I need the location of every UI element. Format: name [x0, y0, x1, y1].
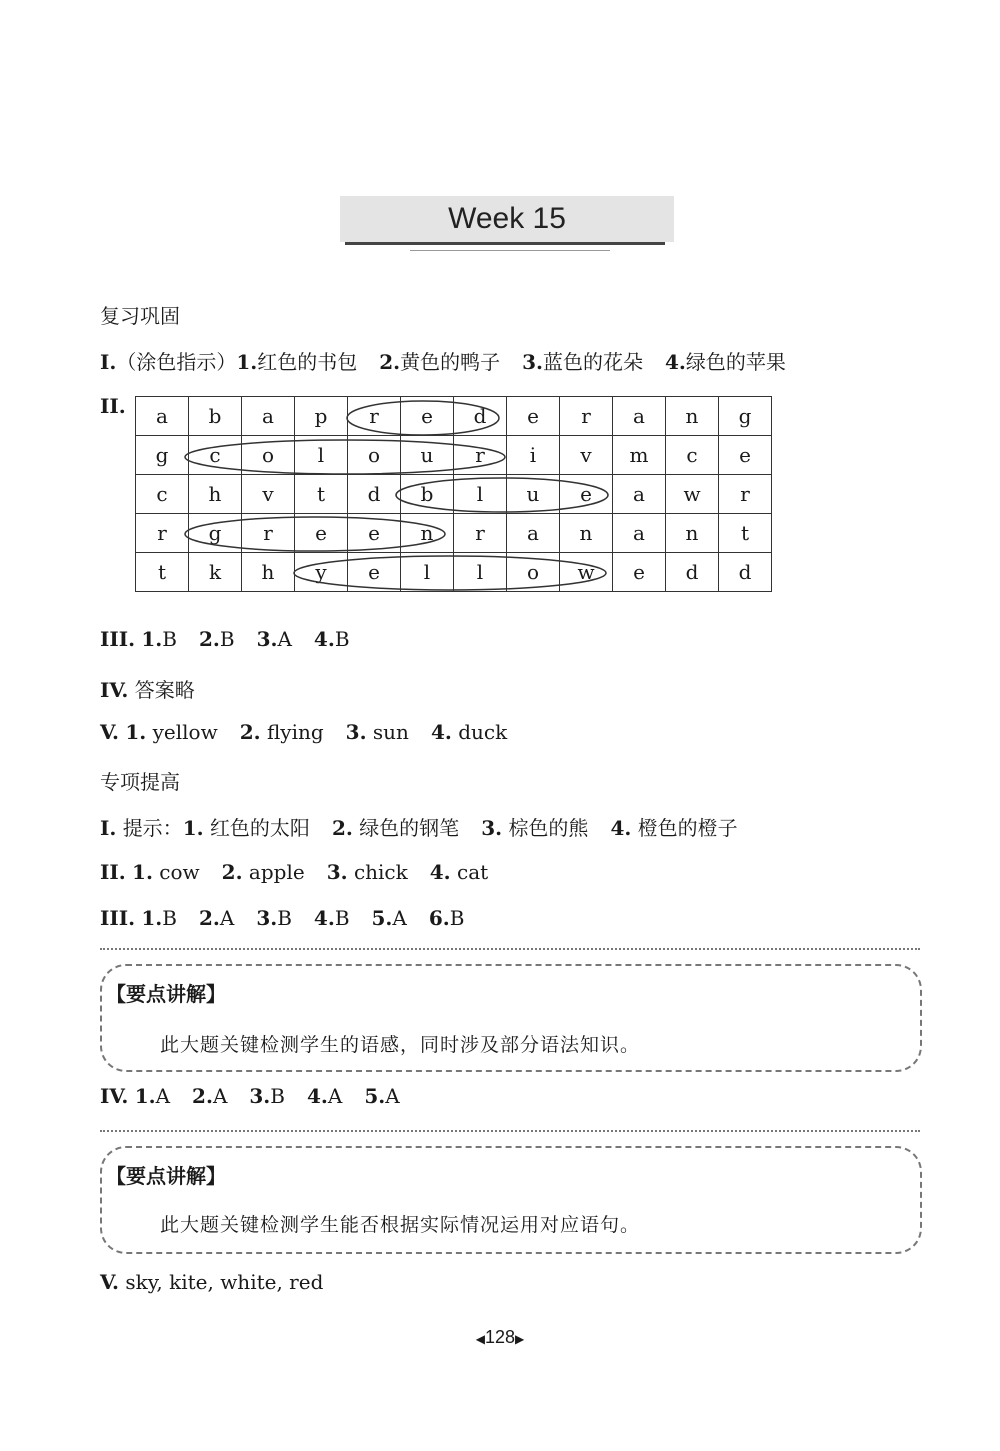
- grid-cell: o: [242, 436, 295, 475]
- answer: A: [212, 1084, 228, 1108]
- grid-cell: a: [613, 514, 666, 553]
- grid-cell: b: [189, 397, 242, 436]
- grid-cell: a: [242, 397, 295, 436]
- review-II-label: [100, 394, 126, 418]
- item-num: 1.: [134, 1084, 156, 1108]
- label: V.: [100, 720, 119, 744]
- grid-cell: w: [666, 475, 719, 514]
- grid-cell: n: [401, 514, 454, 553]
- label: III.: [100, 627, 136, 651]
- left-arrow-icon: ◀: [475, 1332, 485, 1346]
- grid-cell: g: [719, 397, 772, 436]
- label: III.: [100, 906, 136, 930]
- item-num: 2.: [331, 816, 353, 840]
- answer: B: [277, 906, 292, 930]
- grid-cell: r: [454, 514, 507, 553]
- grid-cell: u: [401, 436, 454, 475]
- item-num: 1.: [125, 720, 147, 744]
- review-III: [100, 627, 350, 651]
- grid-cell: d: [719, 553, 772, 592]
- grid-cell: a: [613, 475, 666, 514]
- grid-cell: r: [242, 514, 295, 553]
- answer: A: [219, 906, 235, 930]
- label: I.: [100, 816, 117, 840]
- grid-cell: g: [136, 436, 189, 475]
- item-num: 2.: [198, 627, 220, 651]
- answer: duck: [458, 720, 508, 744]
- divider: [100, 1130, 920, 1132]
- grid-cell: r: [136, 514, 189, 553]
- item-num: 3.: [481, 816, 503, 840]
- section-heading-review: 复习巩固: [100, 304, 180, 328]
- item-num: 1.: [236, 350, 258, 374]
- grid-cell: h: [189, 475, 242, 514]
- grid-cell: y: [295, 553, 348, 592]
- item-num: 3.: [345, 720, 367, 744]
- right-arrow-icon: ▶: [515, 1332, 525, 1346]
- item-text: 绿色的钢笔: [359, 816, 460, 840]
- item-num: 3.: [522, 350, 543, 374]
- answer: yellow: [152, 720, 218, 744]
- grid-cell: e: [507, 397, 560, 436]
- improve-I: [100, 812, 738, 841]
- hint: 提示：: [122, 816, 183, 840]
- answer: B: [270, 1084, 285, 1108]
- grid-cell: r: [560, 397, 613, 436]
- item-num: 5.: [364, 1084, 386, 1108]
- grid-cell: o: [348, 436, 401, 475]
- grid-cell: u: [507, 475, 560, 514]
- grid-cell: b: [401, 475, 454, 514]
- grid-cell: e: [613, 553, 666, 592]
- item-num: 2.: [221, 860, 243, 884]
- answer: flying: [266, 720, 324, 744]
- item-num: 1.: [141, 906, 163, 930]
- review-I: [100, 346, 786, 375]
- grid-cell: e: [348, 514, 401, 553]
- answer: 答案略: [134, 678, 195, 702]
- note-title-2: 【要点讲解】: [106, 1164, 226, 1188]
- page-number: [0, 1327, 1000, 1348]
- item-text: 棕色的熊: [508, 816, 589, 840]
- grid-cell: c: [189, 436, 242, 475]
- item-num: 4.: [313, 906, 335, 930]
- grid-cell: n: [666, 397, 719, 436]
- grid-cell: w: [560, 553, 613, 592]
- item-num: 2.: [239, 720, 261, 744]
- word-search-grid: [135, 396, 772, 592]
- item-text: 黄色的鸭子: [400, 350, 501, 374]
- answer: B: [449, 906, 465, 930]
- answer: A: [155, 1084, 171, 1108]
- answer: A: [327, 1084, 343, 1108]
- review-V: [100, 720, 507, 744]
- label: II.: [100, 394, 126, 418]
- grid-row: [136, 553, 772, 592]
- title-underline-thin: [410, 250, 610, 251]
- grid-cell: l: [454, 553, 507, 592]
- note-title-1: 【要点讲解】: [106, 982, 226, 1006]
- answer: B: [162, 906, 177, 930]
- grid-cell: l: [401, 553, 454, 592]
- title-underline: [345, 242, 665, 245]
- grid-cell: c: [666, 436, 719, 475]
- answer: B: [162, 627, 177, 651]
- label: V.: [100, 1270, 119, 1294]
- item-num: 3.: [256, 906, 278, 930]
- item-num: 1.: [182, 816, 204, 840]
- improve-V: [100, 1270, 323, 1294]
- item-num: 2.: [198, 906, 220, 930]
- item-num: 1.: [132, 860, 153, 884]
- item-num: 2.: [192, 1084, 213, 1108]
- item-text: 红色的书包: [257, 350, 358, 374]
- grid-row: [136, 436, 772, 475]
- answer: cat: [457, 860, 489, 884]
- grid-cell: l: [454, 475, 507, 514]
- answer: A: [385, 1084, 400, 1108]
- item-num: 6.: [428, 906, 450, 930]
- answer: cow: [159, 860, 200, 884]
- item-text: 蓝色的花朵: [543, 350, 643, 374]
- grid-cell: e: [401, 397, 454, 436]
- label: IV.: [100, 678, 129, 702]
- grid-cell: d: [666, 553, 719, 592]
- grid-cell: e: [560, 475, 613, 514]
- grid-row: [136, 475, 772, 514]
- grid-cell: g: [189, 514, 242, 553]
- grid-row: [136, 397, 772, 436]
- label: I.: [100, 350, 117, 374]
- item-num: 4.: [306, 1084, 328, 1108]
- grid-cell: t: [295, 475, 348, 514]
- grid-cell: p: [295, 397, 348, 436]
- grid-cell: t: [719, 514, 772, 553]
- grid-cell: e: [295, 514, 348, 553]
- item-text: 红色的太阳: [209, 816, 310, 840]
- item-num: 3.: [326, 860, 348, 884]
- answer: apple: [248, 860, 305, 884]
- label: II.: [100, 860, 126, 884]
- answer: B: [334, 906, 350, 930]
- item-num: 2.: [379, 350, 401, 374]
- paren-text: （涂色指示）: [116, 350, 237, 374]
- grid-cell: n: [560, 514, 613, 553]
- answer: sky, kite, white, red: [125, 1270, 324, 1294]
- item-text: 橙色的橙子: [637, 816, 738, 840]
- grid-cell: a: [507, 514, 560, 553]
- grid-cell: e: [719, 436, 772, 475]
- label: IV.: [100, 1084, 129, 1108]
- grid-cell: t: [136, 553, 189, 592]
- note-body-1: 此大题关键检测学生的语感，同时涉及部分语法知识。: [160, 1034, 641, 1056]
- item-num: 4.: [429, 860, 451, 884]
- grid-row: [136, 514, 772, 553]
- item-num: 1.: [141, 627, 163, 651]
- item-num: 5.: [371, 906, 393, 930]
- answer: chick: [353, 860, 408, 884]
- review-IV: [100, 674, 195, 703]
- grid-cell: v: [560, 436, 613, 475]
- improve-II: [100, 860, 488, 884]
- grid-cell: k: [189, 553, 242, 592]
- grid-cell: r: [454, 436, 507, 475]
- answer: A: [392, 906, 407, 930]
- grid-cell: r: [719, 475, 772, 514]
- page-title: Week 15: [340, 196, 674, 242]
- answer: A: [277, 627, 292, 651]
- item-num: 4.: [665, 350, 686, 374]
- grid-cell: r: [348, 397, 401, 436]
- improve-III: [100, 906, 464, 930]
- grid-cell: v: [242, 475, 295, 514]
- grid-cell: a: [136, 397, 189, 436]
- grid-cell: n: [666, 514, 719, 553]
- grid-cell: e: [348, 553, 401, 592]
- section-heading-improve: 专项提高: [100, 770, 180, 794]
- item-num: 4.: [430, 720, 452, 744]
- improve-IV: [100, 1084, 400, 1108]
- divider: [100, 948, 920, 950]
- grid-cell: d: [454, 397, 507, 436]
- page-number-text: 128: [484, 1327, 516, 1347]
- item-num: 4.: [610, 816, 632, 840]
- grid-cell: l: [295, 436, 348, 475]
- grid-cell: i: [507, 436, 560, 475]
- item-text: 绿色的苹果: [685, 350, 786, 374]
- grid-cell: c: [136, 475, 189, 514]
- item-num: 3.: [249, 1084, 271, 1108]
- grid-cell: h: [242, 553, 295, 592]
- answer: sun: [372, 720, 409, 744]
- item-num: 3.: [256, 627, 278, 651]
- grid-cell: o: [507, 553, 560, 592]
- answer: B: [334, 627, 350, 651]
- grid-cell: a: [613, 397, 666, 436]
- answer: B: [219, 627, 235, 651]
- note-body-2: 此大题关键检测学生能否根据实际情况运用对应语句。: [160, 1214, 641, 1236]
- grid-cell: m: [613, 436, 666, 475]
- item-num: 4.: [313, 627, 335, 651]
- grid-cell: d: [348, 475, 401, 514]
